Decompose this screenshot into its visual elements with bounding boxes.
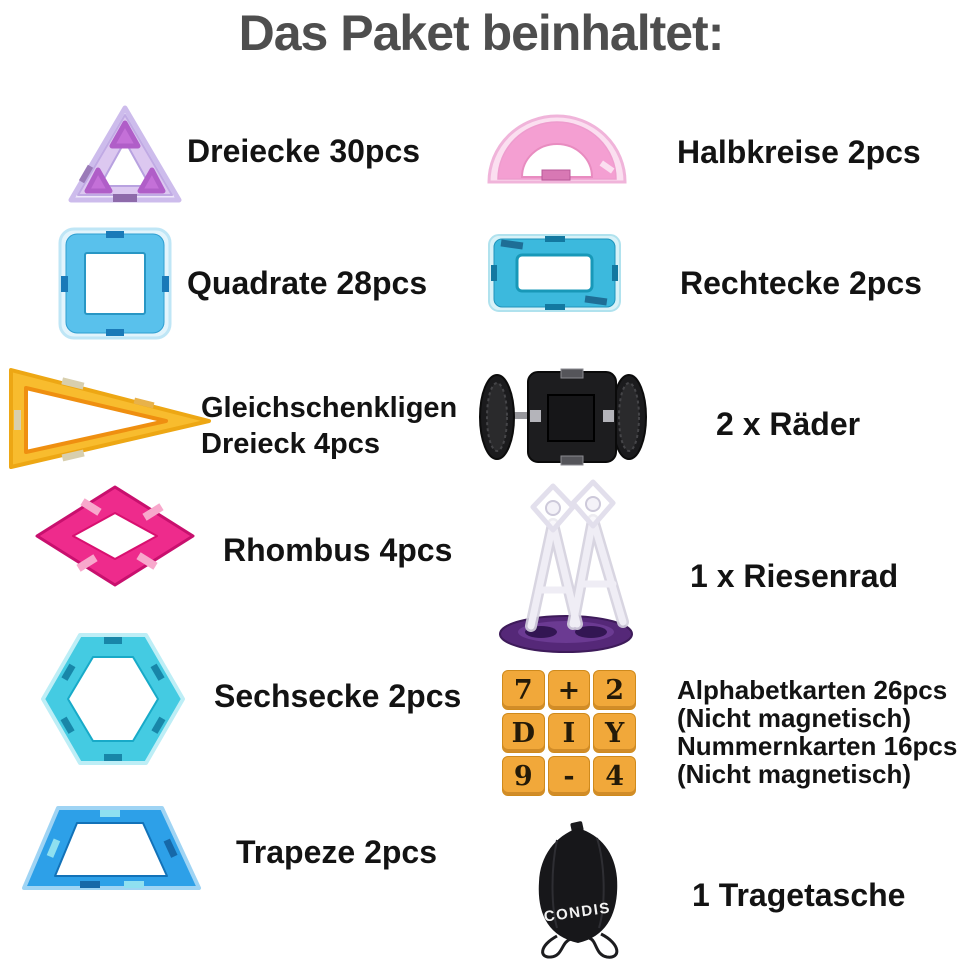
- card-plus: +: [548, 670, 591, 710]
- letter-cards-image: [502, 670, 636, 796]
- ferris-wheel-stand-image: [493, 474, 639, 658]
- tragetasche-label: 1 Tragetasche: [692, 877, 906, 913]
- card-Y: Y: [593, 713, 636, 753]
- isosceles-triangle-tile-image: [4, 364, 216, 474]
- riesenrad-label: 1 x Riesenrad: [690, 558, 899, 594]
- rhombus-tile-image: [33, 483, 197, 591]
- card-D: D: [502, 713, 545, 753]
- nummernkarten-label-line3: Nummernkarten 16pcs: [677, 731, 958, 761]
- bag-brand-text: CONDIS: [542, 899, 612, 926]
- card-4: 4: [593, 756, 636, 796]
- card-minus: -: [548, 756, 591, 796]
- carry-bag-image: [527, 820, 629, 960]
- halfcircle-tile-image: [482, 106, 632, 188]
- square-tile-image: [58, 227, 172, 340]
- alphabetkarten-label-line1: Alphabetkarten 26pcs: [677, 675, 948, 705]
- card-I: I: [548, 713, 591, 753]
- dreiecke-label: Dreiecke 30pcs: [187, 133, 421, 169]
- trapeze-label: Trapeze 2pcs: [236, 834, 437, 870]
- rectangle-tile-image: [487, 233, 622, 313]
- rechtecke-label: Rechtecke 2pcs: [680, 265, 922, 301]
- halbkreise-label: Halbkreise 2pcs: [677, 134, 921, 170]
- hexagon-tile-image: [38, 627, 188, 771]
- nummernkarten-label-line4: (Nicht magnetisch): [677, 759, 912, 789]
- card-2: 2: [593, 670, 636, 710]
- wheels-image: [478, 368, 648, 468]
- rhombus-label: Rhombus 4pcs: [223, 532, 453, 568]
- trapezoid-tile-image: [20, 803, 203, 893]
- sechsecke-label: Sechsecke 2pcs: [214, 678, 462, 714]
- card-9: 9: [502, 756, 545, 796]
- gleichschenkligen-label-line2: Dreieck 4pcs: [201, 428, 380, 460]
- card-7: 7: [502, 670, 545, 710]
- quadrate-label: Quadrate 28pcs: [187, 265, 428, 301]
- alphabetkarten-label-line2: (Nicht magnetisch): [677, 703, 912, 733]
- page-title: Das Paket beinhaltet:: [238, 5, 724, 61]
- raeder-label: 2 x Räder: [716, 406, 861, 442]
- triangle-tile-image: [65, 103, 185, 205]
- gleichschenkligen-label-line1: Gleichschenkligen: [201, 392, 458, 424]
